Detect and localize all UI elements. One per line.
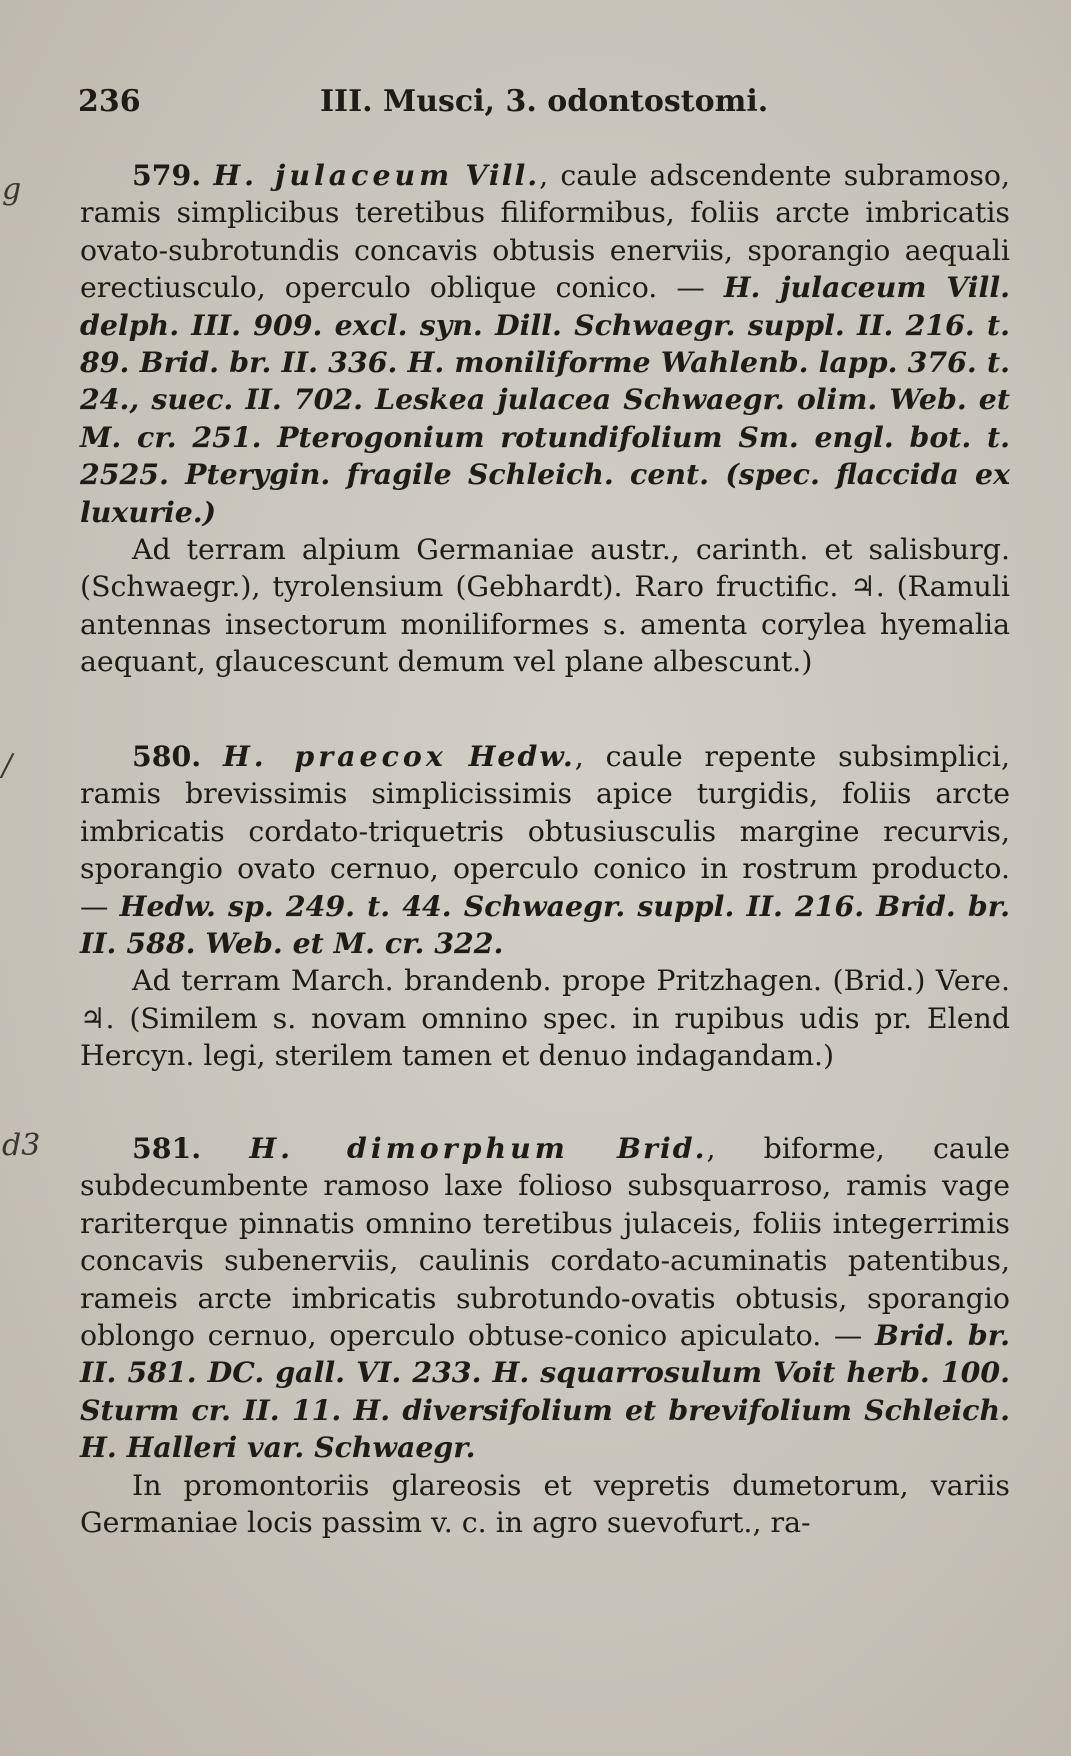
species-author: Hedw. (468, 739, 575, 773)
species-name: H. praecox (222, 739, 447, 773)
entry-579 (80, 157, 1010, 681)
margin-mark: ⅾ3 (2, 1128, 41, 1163)
species-name: H. julaceum (213, 158, 454, 192)
species-author: Brid. (616, 1131, 707, 1165)
entry-diagnosis (80, 1130, 1010, 1467)
page-number: 236 (78, 84, 141, 119)
entry-diagnosis (80, 157, 1010, 531)
margin-mark: / (2, 748, 13, 783)
habitat-text: Ad terram March. brandenb. prope Pritzhagen. (Brid.) Vere. ♃. (Similem s. novam omnino spec. in rupibus udis pr. Elend Hercyn. legi, sterilem tamen et denuo indagandam.) (80, 964, 1010, 1073)
entry-number: 581. (132, 1131, 202, 1165)
habitat-text: In promontoriis glareosis et vepretis dumetorum, variis Germaniae locis passim v. c. in agro suevofurt., ra- (80, 1468, 1010, 1540)
entry-580 (80, 738, 1010, 1075)
entry-581 (80, 1130, 1010, 1541)
citations-text: Brid. br. II. 581. DC. gall. VI. 233. H. squarrosulum Voit herb. 100. Sturm cr. II. 11. H. diversifolium et brevifolium Schleich. H. Halleri var. Schwaegr. (80, 1318, 1010, 1465)
species-author: Vill. (465, 158, 540, 192)
page-header (78, 84, 978, 128)
diagnosis-text: , caule adscendente subramoso, ramis simplicibus teretibus filiformibus, foliis arcte imbricatis ovato-subrotundis concavis obtusis enerviis, sporangio aequali erectiusculo, operculo oblique conico. — (80, 159, 1010, 305)
diagnosis-text: , caule repente subsimplici, ramis brevissimis simplicissimis apice turgidis, foliis arcte imbricatis cordato-triquetris obtusiusculis margine recurvis, sporangio ovato cernuo, operculo conico in rostrum producto. — (80, 740, 1011, 923)
species-name: H. dimorphum (249, 1131, 569, 1165)
entry-diagnosis (80, 738, 1010, 962)
habitat-text: Ad terram alpium Germaniae austr., carinth. et salisburg. (Schwaegr.), tyrolensium (Gebhardt). Raro fructific. ♃. (Ramuli antennas insectorum moniliformes s. amenta corylea hyemalia aequant, glaucescunt demum vel plane albescunt.) (80, 533, 1010, 679)
citations-text: Hedw. sp. 249. t. 44. Schwaegr. suppl. II. 216. Brid. br. II. 588. Web. et M. cr. 322. (80, 888, 1010, 961)
entry-number: 579. (132, 158, 202, 192)
citations-text: H. julaceum Vill. delph. III. 909. excl. syn. Dill. Schwaegr. suppl. II. 216. t. 89. Brid. br. II. 336. H. moniliforme Wahlenb. lapp. 376. t. 24., suec. II. 702. Leskea julacea Schwaegr. olim. Web. et M. cr. 251. Pterogonium rotundifolium Sm. engl. bot. t. 2525. Pterygin. fragile Schleich. cent. (spec. flaccida ex luxurie.) (80, 270, 1011, 529)
diagnosis-text: , biforme, caule subdecumbente ramoso laxe folioso subsquarroso, ramis vage rariterque pinnatis omnino teretibus julaceis, foliis integerrimis concavis subenerviis, caulinis cordato-acuminatis patentibus, rameis arcte imbricatis subrotundo-ovatis obtusis, sporangio oblongo cernuo, operculo obtuse-conico apiculato. — (80, 1132, 1010, 1353)
margin-mark: g (2, 172, 22, 207)
running-title: III. Musci, 3. odontostomi. (320, 84, 769, 119)
entry-number: 580. (132, 739, 202, 773)
